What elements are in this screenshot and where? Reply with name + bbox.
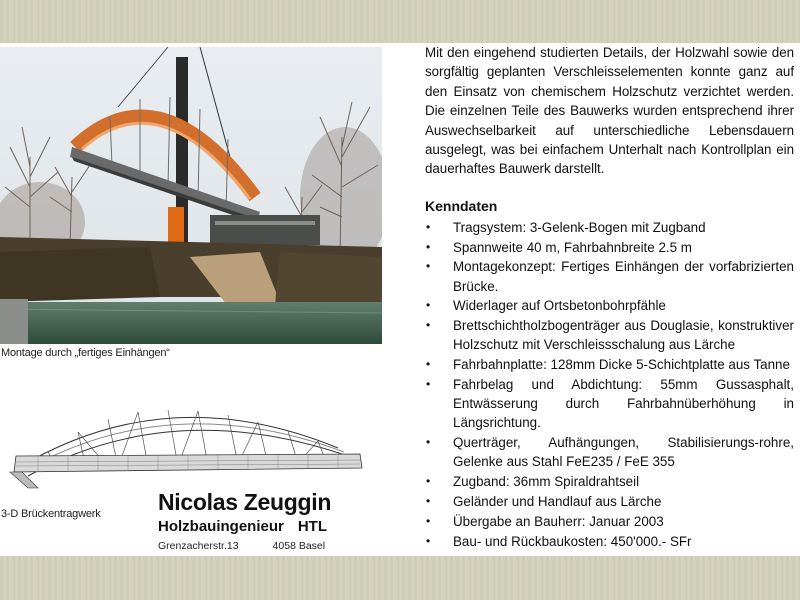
list-item: • Zugband: 36mm Spiraldrahtseil xyxy=(425,472,794,491)
list-item: • Fahrbahnplatte: 128mm Dicke 5-Schichtplatte aus Tanne xyxy=(425,355,794,374)
list-item: • Tragsystem: 3-Gelenk-Bogen mit Zugband xyxy=(425,218,794,237)
list-item: • Bau- und Rückbaukosten: 450'000.- SFr xyxy=(425,532,794,551)
author-profession: Holzbauingenieur xyxy=(158,518,284,535)
bridge-installation-photo xyxy=(0,47,382,344)
author-street: Grenzacherstr.13 xyxy=(158,540,239,552)
kenndaten-list xyxy=(425,218,794,551)
author-address xyxy=(158,540,325,552)
text-column xyxy=(425,43,794,551)
list-item: • Fahrbelag und Abdichtung: 55mm Gussasphalt, Entwässerung durch Fahrbahnüberhöhung in Längsrichtung. xyxy=(425,375,794,433)
list-item: • Querträger, Aufhängungen, Stabilisierungs-rohre, Gelenke aus Stahl FeE235 / FeE 355 xyxy=(425,433,794,471)
author-degree: HTL xyxy=(297,518,328,535)
author-city: 4058 Basel xyxy=(272,540,326,552)
list-item: • Geländer und Handlauf aus Lärche xyxy=(425,492,794,511)
drawing-caption: 3-D Brückentragwerk xyxy=(1,508,101,520)
author-title xyxy=(158,518,327,535)
intro-paragraph: Mit den eingehend studierten Details, der Holzwahl sowie den sorgfältig geplanten Verschleisselementen konnte ganz auf den Einsatz von chemischem Holzschutz verzichtet werden. Die einzelnen Teile des Bauwerks wurden entsprechend ihrer Auswechselbarkeit auf unterschiedliche Lebensdauern ausgelegt, was bei einfachem Unterhalt nach Kontrollplan ein dauerhaftes Bauwerk darstellt. xyxy=(425,45,794,177)
list-item: • Spannweite 40 m, Fahrbahnbreite 2.5 m xyxy=(425,238,794,257)
bridge-3d-drawing xyxy=(8,388,370,493)
author-name: Nicolas Zeuggin xyxy=(158,489,332,515)
photo-caption: Montage durch „fertiges Einhängen“ xyxy=(1,347,170,359)
list-item: • Übergabe an Bauherr: Januar 2003 xyxy=(425,512,794,531)
list-item: • Widerlager auf Ortsbetonbohrpfähle xyxy=(425,296,794,315)
kenndaten-heading: Kenndaten xyxy=(425,197,498,214)
list-item: • Brettschichtholzbogenträger aus Douglasie, konstruktiver Holzschutz mit Verschleissschalung aus Lärche xyxy=(425,316,794,354)
list-item: • Montagekonzept: Fertiges Einhängen der vorfabrizierten Brücke. xyxy=(425,257,794,295)
